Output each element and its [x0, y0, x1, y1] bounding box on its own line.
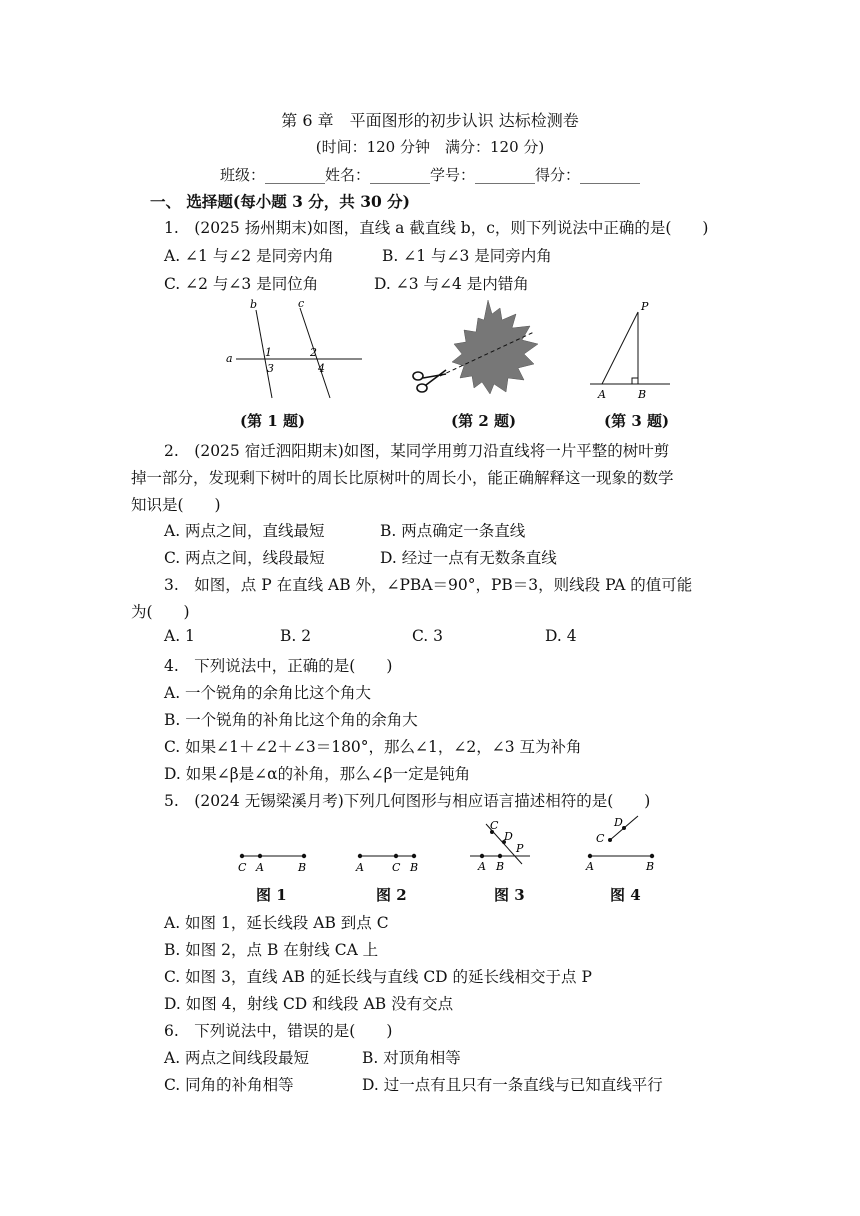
fig3-label-p: P [516, 842, 524, 855]
q4-option-b: B. 一个锐角的补角比这个角的余角大 [164, 711, 418, 729]
fig1-label-c: C [238, 861, 247, 874]
q4-option-a: A. 一个锐角的余角比这个角大 [164, 684, 372, 702]
student-info-line: 班级：________姓名：________学号：________得分：________ [219, 166, 640, 184]
label-b: B [638, 388, 647, 401]
q2-stem-line1: 2. (2025 宿迁泗阳期末)如图，某同学用剪刀沿直线将一片平整的树叶剪 [164, 442, 670, 460]
exam-title: 第 6 章 平面图形的初步认识 达标检测卷 [281, 111, 579, 130]
q3-stem-line1: 3. 如图，点 P 在直线 AB 外，∠PBA＝90°，PB＝3，则线段 PA 的值可能 [164, 576, 693, 594]
fig3-label-b: B [496, 860, 505, 873]
q1-option-c: C. ∠2 与∠3 是同位角 [164, 275, 319, 293]
angle-2: 2 [310, 346, 317, 359]
angle-3: 3 [267, 362, 274, 375]
angle-4: 4 [318, 362, 325, 375]
scissors-icon [413, 370, 446, 392]
fig4-label-a: A [586, 860, 594, 873]
angle-1: 1 [265, 346, 272, 359]
q5-option-c: C. 如图 3，直线 AB 的延长线与直线 CD 的延长线相交于点 P [164, 968, 592, 986]
exam-subtitle: (时间：120 分钟 满分：120 分) [315, 138, 545, 156]
q2-stem-line2: 掉一部分，发现剩下树叶的周长比原树叶的周长小，能正确解释这一现象的数学 [131, 469, 674, 487]
q1-option-d: D. ∠3 与∠4 是内错角 [374, 275, 529, 293]
fig2-label-c: C [392, 861, 401, 874]
label-p: P [641, 300, 649, 313]
q2-option-d: D. 经过一点有无数条直线 [380, 549, 557, 567]
q1-option-a: A. ∠1 与∠2 是同旁内角 [164, 247, 334, 265]
fig1-label-b: B [298, 861, 307, 874]
q5-caption-2: 图 2 [376, 886, 407, 904]
figure-q3-right-triangle [586, 298, 676, 408]
caption-q3: (第 3 题) [604, 412, 670, 430]
q1-option-b: B. ∠1 与∠3 是同旁内角 [382, 247, 552, 265]
q6-option-b: B. 对顶角相等 [362, 1049, 461, 1067]
q3-option-b: B. 2 [280, 627, 312, 645]
q5-caption-3: 图 3 [494, 886, 525, 904]
fig3-label-a: A [478, 860, 486, 873]
q2-option-b: B. 两点确定一条直线 [380, 522, 526, 540]
fig3-label-d: D [504, 830, 513, 843]
q5-option-d: D. 如图 4，射线 CD 和线段 AB 没有交点 [164, 995, 454, 1013]
q3-stem-line2: 为( ) [131, 603, 190, 621]
q2-stem-line3: 知识是( ) [131, 496, 221, 514]
caption-q1: (第 1 题) [240, 412, 306, 430]
q5-figure-3 [468, 818, 538, 874]
fig4-label-c: C [596, 832, 605, 845]
q5-caption-4: 图 4 [610, 886, 641, 904]
q2-option-a: A. 两点之间，直线最短 [164, 522, 325, 540]
fig1-label-a: A [256, 861, 264, 874]
figure-q2-leaf-scissors [408, 298, 543, 408]
q6-option-d: D. 过一点有且只有一条直线与已知直线平行 [362, 1076, 663, 1094]
q5-figure-2 [352, 840, 432, 874]
q5-stem: 5. (2024 无锡梁溪月考)下列几何图形与相应语言描述相符的是( ) [164, 792, 651, 810]
caption-q2: (第 2 题) [451, 412, 517, 430]
label-b: b [250, 298, 258, 311]
section-heading: 一、 选择题(每小题 3 分，共 30 分) [150, 192, 411, 211]
q5-option-b: B. 如图 2，点 B 在射线 CA 上 [164, 941, 379, 959]
q3-option-a: A. 1 [164, 627, 195, 645]
label-a: a [226, 352, 233, 365]
q3-option-c: C. 3 [412, 627, 444, 645]
fig3-label-c: C [490, 819, 499, 832]
q6-stem: 6. 下列说法中，错误的是( ) [164, 1022, 393, 1040]
q6-option-c: C. 同角的补角相等 [164, 1076, 294, 1094]
figure-q1-parallel-lines [222, 298, 367, 408]
q3-option-d: D. 4 [545, 627, 577, 645]
label-a: A [598, 388, 606, 401]
fig2-label-a: A [356, 861, 364, 874]
fig2-label-b: B [410, 861, 419, 874]
leaf-icon [452, 300, 538, 394]
q2-option-c: C. 两点之间，线段最短 [164, 549, 325, 567]
q4-option-d: D. 如果∠β是∠α的补角，那么∠β一定是钝角 [164, 765, 471, 783]
fig4-label-b: B [646, 860, 655, 873]
q5-caption-1: 图 1 [256, 886, 287, 904]
q6-option-a: A. 两点之间线段最短 [164, 1049, 310, 1067]
label-c: c [298, 297, 305, 310]
q5-figure-1 [234, 840, 314, 874]
q4-stem: 4. 下列说法中，正确的是( ) [164, 657, 393, 675]
q5-option-a: A. 如图 1，延长线段 AB 到点 C [164, 914, 389, 932]
q5-figure-4 [582, 814, 662, 874]
q1-stem: 1. (2025 扬州期末)如图，直线 a 截直线 b，c，则下列说法中正确的是( ) [164, 219, 709, 237]
q4-option-c: C. 如果∠1＋∠2＋∠3＝180°，那么∠1，∠2，∠3 互为补角 [164, 738, 582, 756]
fig4-label-d: D [614, 816, 623, 829]
